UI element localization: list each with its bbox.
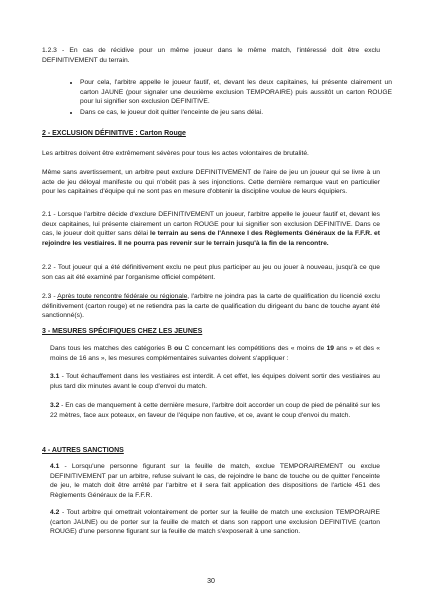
paragraph-3-2-text: - En cas de manquement à cette dernière mesure, l'arbitre doit accorder un coup de pied de pénalité sur les 22 mètres, face aux poteaux, en faveur de l'équipe non fautive, et ce, avant le coup d'envoi du match. bbox=[50, 402, 380, 419]
paragraph-3-intro bbox=[50, 344, 380, 363]
paragraph-3-ou: ou bbox=[174, 345, 183, 352]
paragraph-4-1-text: - Lorsqu'une personne figurant sur la feuille de match, exclue TEMPORAIREMENT ou exclue DEFINITIVEMENT par un arbitre, refuse suivant le cas, de rejoindre le banc de touche ou de quitter l'enceinte de jeu, le match doit être arrêté par l'arbitre et il sera fait application des dispositions de l'article 451 des Règlements Généraux de la F.F.R. bbox=[50, 463, 380, 499]
paragraph-4-2-number: 4.2 bbox=[50, 509, 60, 516]
paragraph-2-1-text: 2.1 - Lorsque l'arbitre décide d'exclure DEFINITIVEMENT un joueur, l'arbitre appelle le joueur fautif et, devant les deux capitaines, lui présente clairement un carton ROUGE pour lui signifier son exclusion DEFINITIVE. Dans ce cas, le joueur doit quitter sans délai bbox=[42, 211, 380, 238]
paragraph-2-1-bold: le terrain au sens de l'Annexe I des Règlements Généraux de la F.F.R. et rejoindre les vestiaires. Il ne pourra pas revenir sur le terrain jusqu'à la fin de la rencontre. bbox=[42, 230, 380, 247]
paragraph-3-nineteen: 19 bbox=[326, 345, 335, 352]
paragraph-2-intro: Les arbitres doivent être extrêmement sévères pour tous les actes volontaires de brutalité. bbox=[42, 150, 309, 157]
paragraph-1-2-3: 1.2.3 - En cas de récidive pour un même joueur dans le même match, l'intéressé doit être exclu DEFINITIVEMENT du terrain. bbox=[42, 47, 380, 64]
bullet-list bbox=[66, 78, 392, 118]
paragraph-4-1-number: 4.1 bbox=[50, 463, 60, 470]
paragraph-2-1 bbox=[42, 210, 380, 248]
section-heading-4: 4 - AUTRES SANCTIONS bbox=[42, 447, 124, 454]
list-item: • Dans ce cas, le joueur doit quitter l'enceinte de jeu sans délai. bbox=[80, 108, 392, 118]
paragraph-2-body: Même sans avertissement, un arbitre peut exclure DEFINITIVEMENT de l'aire de jeu un joueur qui se livre à un acte de jeu déloyal manifeste ou qui n'obéit pas à ses injonctions. Cette dernière remarque vaut en particulier pour les capitaines d'équipe qui ne sont pas en mesure d'obtenir la discipline voulue de leurs équipiers. bbox=[42, 169, 380, 196]
paragraph-2-3-number: 2.3 - bbox=[42, 293, 58, 300]
paragraph-3-text-c: ans » et des « moins de 16 ans », les mesures complémentaires suivantes doivent s'appliquer : bbox=[50, 345, 380, 362]
paragraph-3-1-number: 3.1 bbox=[50, 373, 60, 380]
list-item: • Pour cela, l'arbitre appelle le joueur fautif, et, devant les deux capitaines, lui présente clairement un carton JAUNE (pour signaler une deuxième exclusion TEMPORAIRE) puis aussitôt un carton ROUGE pour lui signifier son exclusion DEFINITIVE. bbox=[80, 78, 392, 107]
paragraph-4-1 bbox=[50, 462, 380, 500]
paragraph-2-3 bbox=[42, 292, 380, 321]
paragraph-3-2-number: 3.2 bbox=[50, 402, 60, 409]
paragraph-2-3-underlined: Après toute rencontre fédérale ou régionale bbox=[57, 293, 188, 300]
paragraph-4-2 bbox=[50, 508, 380, 537]
paragraph-2-3-text: , l'arbitre ne joindra pas la carte de qualification du licencié exclu définitivement (carton rouge) et ne retiendra pas la carte de qualification du dirigeant du banc de touche ayant été sanctionné(s). bbox=[42, 293, 380, 320]
paragraph-3-text-b: C concernant les compétitions des « moins de bbox=[182, 345, 327, 352]
section-heading-2: 2 - EXCLUSION DÉFINITIVE : Carton Rouge bbox=[42, 130, 186, 137]
paragraph-4-2-text: - Tout arbitre qui omettrait volontairement de porter sur la feuille de match une exclusion TEMPORAIRE (carton JAUNE) ou de porter sur la feuille de match et dans son rapport une exclusion DEFINITIVE (carton ROUGE) d'une personne figurant sur la feuille de match s'exposerait à une sanction. bbox=[50, 509, 380, 536]
paragraph-3-2 bbox=[50, 401, 380, 420]
paragraph-2-2: 2.2 - Tout joueur qui a été définitivement exclu ne peut plus participer au jeu ou jouer à nouveau, jusqu'à ce que son cas ait été examiné par l'organisme officiel compétent. bbox=[42, 264, 380, 281]
paragraph-3-1-text: - Tout échauffement dans les vestiaires est interdit. A cet effet, les équipes doivent sortir des vestiaires au plus tard dix minutes avant le coup d'envoi du match. bbox=[50, 373, 380, 390]
paragraph-3-text-a: Dans tous les matches des catégories B bbox=[50, 345, 175, 352]
page-number: 30 bbox=[207, 578, 215, 585]
paragraph-3-1 bbox=[50, 372, 380, 391]
section-heading-3: 3 - MESURES SPÉCIFIQUES CHEZ LES JEUNES bbox=[42, 328, 203, 335]
